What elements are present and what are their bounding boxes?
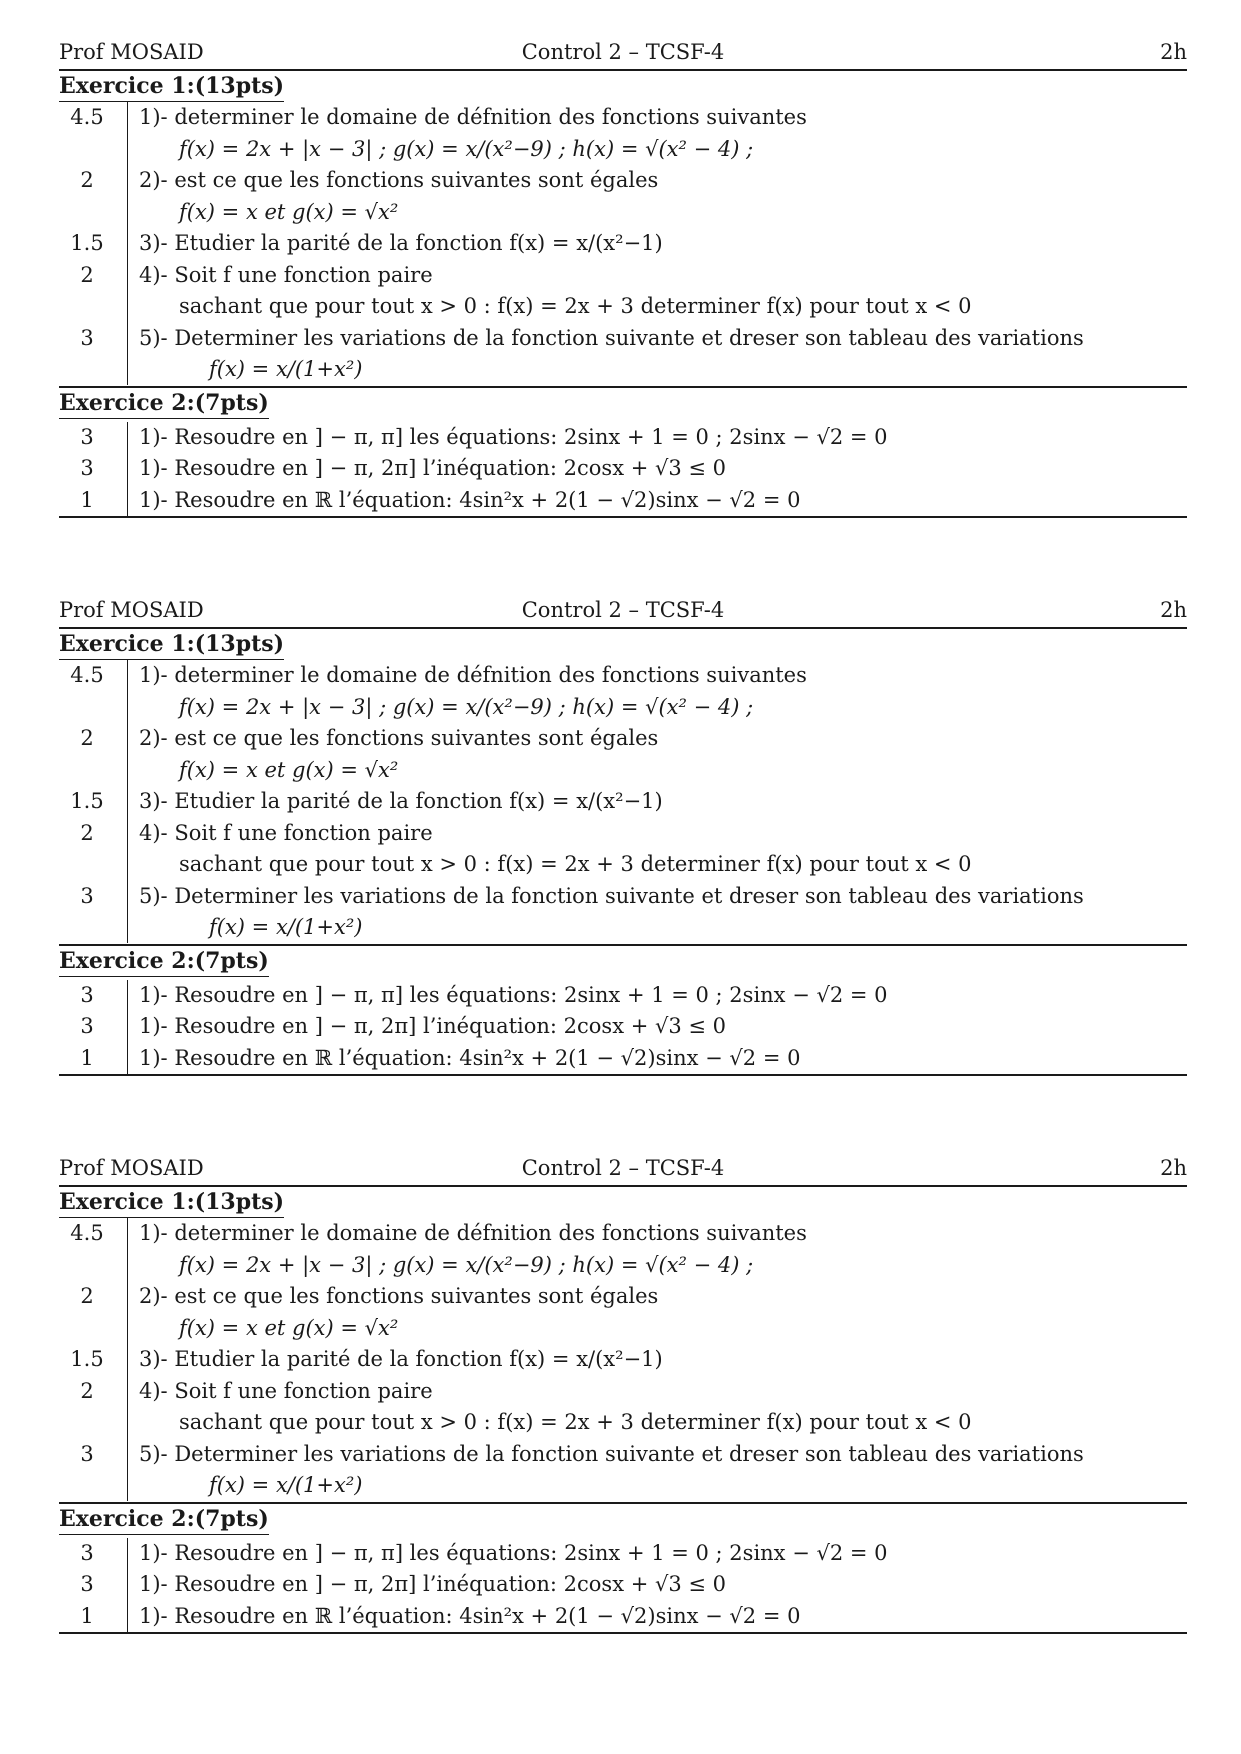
question-text: 3)- Etudier la parité de la fonction f(x) = x/(x²−1) [139,789,663,813]
question-text: f(x) = x/(1+x²) [209,1473,363,1497]
question-text: 1)- determiner le domaine de défnition des fonctions suivantes [139,663,807,687]
question-points: 1 [80,1603,94,1628]
question-points: 1 [80,487,94,512]
question-row [59,228,1187,260]
question-text: sachant que pour tout x > 0 : f(x) = 2x + 3 determiner f(x) pour tout x < 0 [179,294,972,318]
question-points: 3 [80,325,94,350]
question-text: 4)- Soit f une fonction paire [139,820,433,845]
exercise-2 [59,1504,1187,1635]
question-text: 5)- Determiner les variations de la fonction suivante et dreser son tableau des variations [139,1441,1084,1466]
question-row [59,1250,1187,1282]
question-text: f(x) = x et g(x) = √x² [179,1315,399,1340]
question-points: 3 [80,1441,94,1466]
question-row [59,1281,1187,1313]
question-text: 3)- Etudier la parité de la fonction f(x) = x/(x²−1) [139,1347,663,1371]
question-points: 4.5 [70,663,104,687]
exercise-1-rows [59,102,1187,386]
question-row [59,818,1187,850]
question-row [59,1313,1187,1345]
question-row [59,165,1187,197]
question-text: 1)- Resoudre en ℝ l’équation: 4sin²x + 2(1 − √2)sinx − √2 = 0 [139,487,801,512]
question-points: 2 [80,1284,94,1308]
exercise-1-rows [59,1218,1187,1502]
exam-title: Control 2 – TCSF-4 [521,1156,725,1180]
question-row [59,660,1187,692]
question-text: 2)- est ce que les fonctions suivantes sont égales [139,168,659,192]
question-text: 5)- Determiner les variations de la fonction suivante et dreser son tableau des variations [139,883,1084,908]
question-points: 2 [80,1378,94,1403]
question-row [59,723,1187,755]
question-row [59,692,1187,724]
question-points: 1.5 [70,789,104,813]
question-text: 1)- Resoudre en ] − π, π] les équations: 2sinx + 1 = 0 ; 2sinx − √2 = 0 [139,424,888,449]
sheet-header [59,591,1187,629]
question-text: sachant que pour tout x > 0 : f(x) = 2x + 3 determiner f(x) pour tout x < 0 [179,1410,972,1434]
question-row [59,881,1187,913]
exercise-2-rows [59,1538,1187,1633]
question-points: 3 [80,1014,94,1038]
question-row [59,354,1187,386]
question-text: 1)- determiner le domaine de défnition des fonctions suivantes [139,105,807,129]
question-text: f(x) = x/(1+x²) [209,357,363,381]
teacher-name: Prof MOSAID [59,1156,204,1180]
exercise-1-title: Exercice 1:(13pts) [59,71,284,102]
question-row [59,1569,1187,1601]
teacher-name: Prof MOSAID [59,40,204,64]
question-row [59,1344,1187,1376]
question-row [59,1407,1187,1439]
exercise-1-rows [59,660,1187,944]
sheet-header [59,1149,1187,1187]
question-row [59,1601,1187,1633]
question-text: sachant que pour tout x > 0 : f(x) = 2x + 3 determiner f(x) pour tout x < 0 [179,852,972,876]
question-row [59,197,1187,229]
question-text: 1)- Resoudre en ℝ l’équation: 4sin²x + 2(1 − √2)sinx − √2 = 0 [139,1045,801,1070]
exam-title: Control 2 – TCSF-4 [521,40,725,64]
question-row [59,912,1187,944]
exam-sheet-1 [59,33,1187,518]
question-text: 4)- Soit f une fonction paire [139,262,433,287]
question-text: 1)- Resoudre en ] − π, 2π] l’inéquation: 2cosx + √3 ≤ 0 [139,456,727,480]
question-row [59,1011,1187,1043]
question-row [59,1043,1187,1075]
exercise-2-title: Exercice 2:(7pts) [59,946,269,977]
teacher-name: Prof MOSAID [59,598,204,622]
question-text: f(x) = 2x + |x − 3| ; g(x) = x/(x²−9) ; h(x) = √(x² − 4) ; [179,136,754,161]
exam-duration: 2h [1160,40,1187,64]
question-row [59,485,1187,517]
question-points: 3 [80,982,94,1007]
exercise-2-title: Exercice 2:(7pts) [59,388,269,419]
exercise-2-rows [59,980,1187,1075]
question-text: 4)- Soit f une fonction paire [139,1378,433,1403]
exam-sheet-3 [59,1149,1187,1634]
question-row [59,755,1187,787]
question-text: f(x) = x/(1+x²) [209,915,363,939]
question-text: f(x) = 2x + |x − 3| ; g(x) = x/(x²−9) ; h(x) = √(x² − 4) ; [179,1252,754,1277]
exam-sheet-2 [59,591,1187,1076]
question-row [59,134,1187,166]
exercise-2-rows [59,422,1187,517]
question-text: 1)- Resoudre en ] − π, π] les équations: 2sinx + 1 = 0 ; 2sinx − √2 = 0 [139,982,888,1007]
exam-title: Control 2 – TCSF-4 [521,598,725,622]
exercise-1-title: Exercice 1:(13pts) [59,1187,284,1218]
exercise-1 [59,629,1187,946]
question-text: f(x) = x et g(x) = √x² [179,757,399,782]
question-row [59,102,1187,134]
question-row [59,422,1187,454]
question-row [59,1470,1187,1502]
question-text: 1)- Resoudre en ] − π, 2π] l’inéquation: 2cosx + √3 ≤ 0 [139,1572,727,1596]
question-text: f(x) = x et g(x) = √x² [179,199,399,224]
question-row [59,453,1187,485]
question-row [59,1439,1187,1471]
question-text: 1)- determiner le domaine de défnition des fonctions suivantes [139,1221,807,1245]
question-points: 3 [80,1572,94,1596]
exercise-2-title: Exercice 2:(7pts) [59,1504,269,1535]
question-points: 2 [80,726,94,750]
exercise-2 [59,946,1187,1077]
question-points: 3 [80,1540,94,1565]
exercise-1 [59,71,1187,388]
question-points: 2 [80,168,94,192]
question-row [59,1218,1187,1250]
question-points: 3 [80,424,94,449]
question-points: 2 [80,262,94,287]
question-text: 1)- Resoudre en ] − π, 2π] l’inéquation: 2cosx + √3 ≤ 0 [139,1014,727,1038]
question-points: 3 [80,883,94,908]
question-text: 1)- Resoudre en ] − π, π] les équations: 2sinx + 1 = 0 ; 2sinx − √2 = 0 [139,1540,888,1565]
question-row [59,849,1187,881]
question-text: 2)- est ce que les fonctions suivantes sont égales [139,1284,659,1308]
exam-duration: 2h [1160,598,1187,622]
exercise-1 [59,1187,1187,1504]
question-points: 1 [80,1045,94,1070]
question-points: 4.5 [70,105,104,129]
question-points: 4.5 [70,1221,104,1245]
exercise-2 [59,388,1187,519]
question-row [59,786,1187,818]
question-text: 2)- est ce que les fonctions suivantes sont égales [139,726,659,750]
sheet-header [59,33,1187,71]
question-points: 1.5 [70,231,104,255]
question-points: 3 [80,456,94,480]
question-row [59,1538,1187,1570]
question-text: 1)- Resoudre en ℝ l’équation: 4sin²x + 2(1 − √2)sinx − √2 = 0 [139,1603,801,1628]
question-text: f(x) = 2x + |x − 3| ; g(x) = x/(x²−9) ; h(x) = √(x² − 4) ; [179,694,754,719]
question-row [59,260,1187,292]
question-points: 2 [80,820,94,845]
question-row [59,291,1187,323]
question-text: 5)- Determiner les variations de la fonction suivante et dreser son tableau des variations [139,325,1084,350]
exam-duration: 2h [1160,1156,1187,1180]
question-points: 1.5 [70,1347,104,1371]
question-text: 3)- Etudier la parité de la fonction f(x) = x/(x²−1) [139,231,663,255]
question-row [59,323,1187,355]
question-row [59,980,1187,1012]
exercise-1-title: Exercice 1:(13pts) [59,629,284,660]
question-row [59,1376,1187,1408]
